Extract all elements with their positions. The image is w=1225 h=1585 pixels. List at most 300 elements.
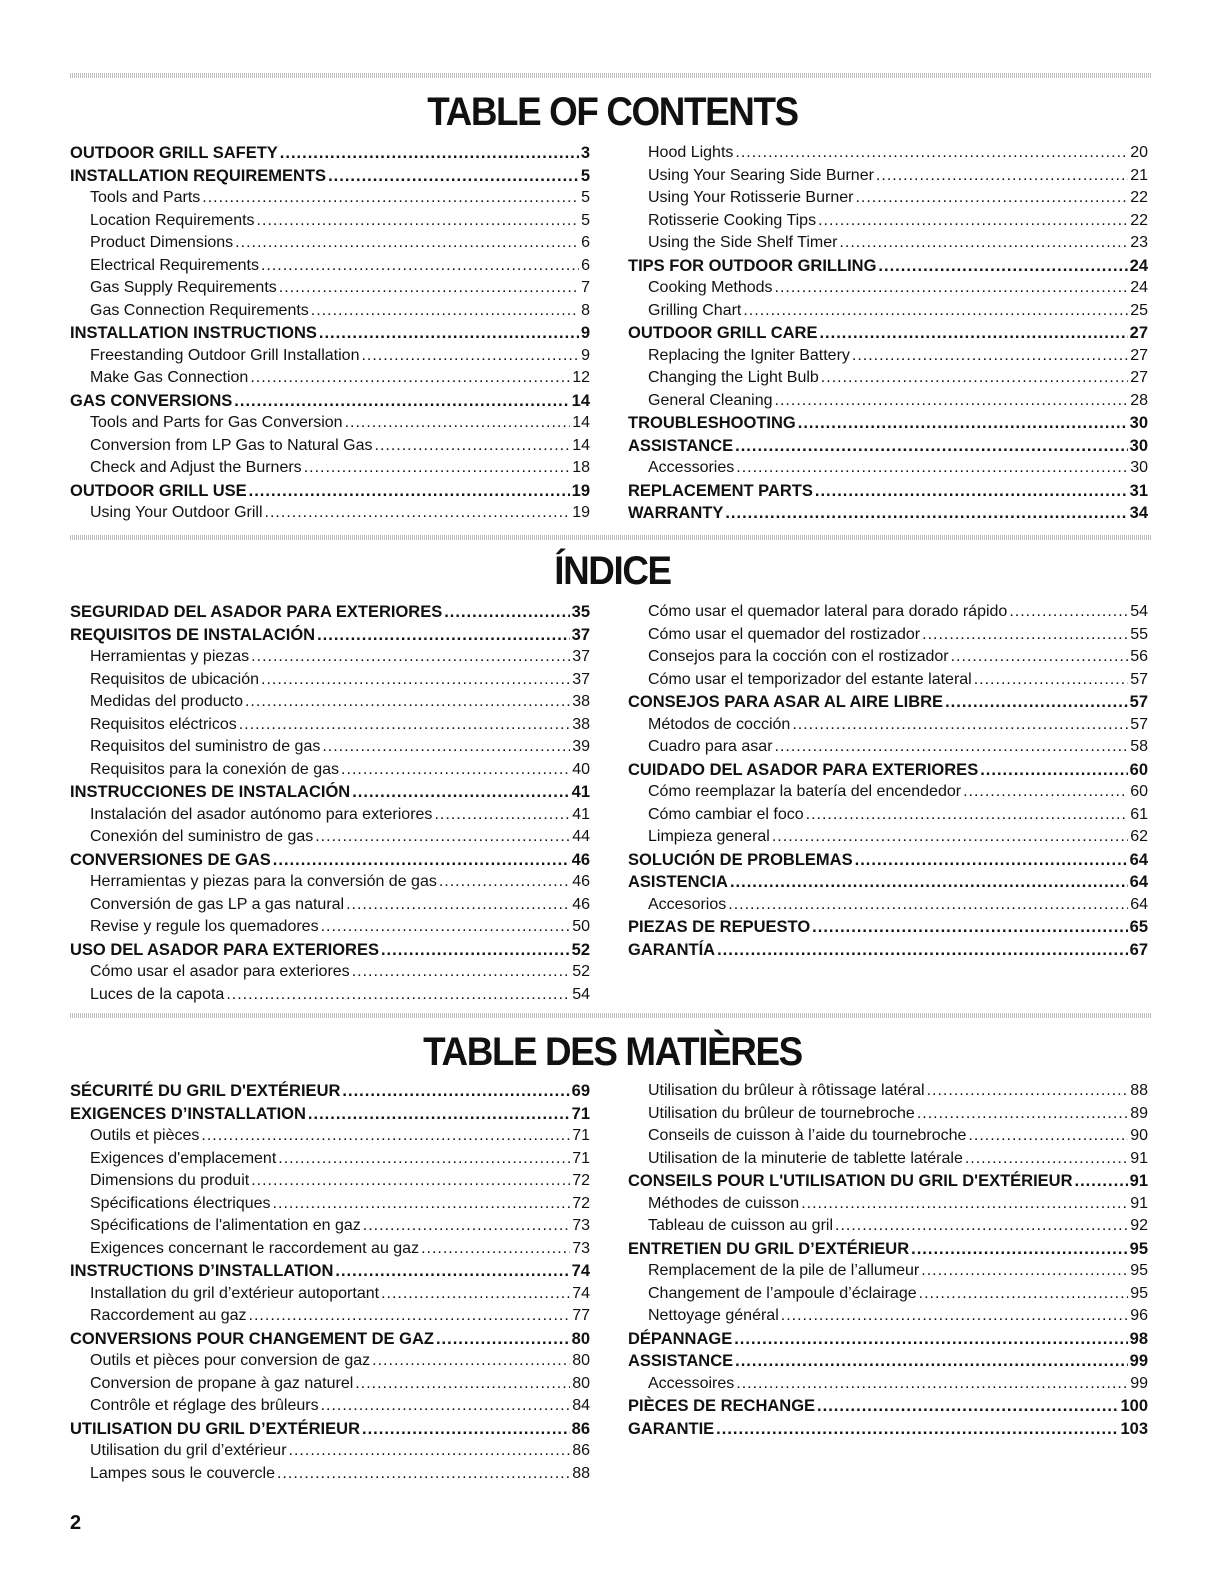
dot-leader (444, 601, 569, 619)
toc-entry-page: 37 (571, 625, 590, 644)
toc-entry-label: CONSEJOS PARA ASAR AL AIRE LIBRE (628, 693, 944, 711)
toc-entry-page: 74 (571, 1262, 590, 1280)
toc-heading-entry (70, 1260, 590, 1283)
dot-leader (945, 691, 1128, 709)
toc-subentry (70, 736, 590, 759)
dot-leader (308, 1103, 570, 1121)
toc-entry-label: Rotisserie Cooking Tips (648, 211, 817, 229)
dot-leader (1075, 1170, 1128, 1188)
dot-leader (304, 457, 571, 475)
toc-entry-label: Tableau de cuisson au gril (648, 1217, 834, 1234)
toc-entry-page: 91 (1130, 1149, 1148, 1167)
toc-subentry (70, 691, 590, 714)
toc-column-french-right (628, 1080, 1148, 1440)
toc-heading-entry (70, 480, 590, 503)
toc-entry-label: Lampes sous le couvercle (90, 1464, 275, 1482)
dot-leader (265, 502, 571, 520)
toc-heading-entry (628, 412, 1148, 435)
toc-entry-page: 69 (571, 1082, 590, 1100)
dot-leader (927, 1080, 1129, 1098)
toc-entry-page: 30 (1129, 436, 1148, 455)
toc-heading-entry (70, 601, 590, 624)
toc-entry-label: Using Your Outdoor Grill (90, 504, 263, 521)
toc-entry-label: WARRANTY (628, 504, 724, 522)
dot-leader (878, 255, 1127, 273)
toc-subentry (70, 367, 590, 390)
toc-entry-label: Cuadro para asar (648, 738, 773, 755)
dot-leader (235, 232, 579, 250)
toc-entry-page: 95 (1130, 1284, 1148, 1302)
dot-leader (835, 1215, 1128, 1233)
toc-subentry (70, 1238, 590, 1261)
toc-heading-entry (628, 916, 1148, 939)
toc-subentry (70, 1350, 590, 1373)
toc-subentry (70, 871, 590, 894)
dot-leader (201, 1125, 570, 1143)
dot-leader (734, 1328, 1127, 1346)
toc-entry-label: Requisitos del suministro de gas (90, 738, 321, 755)
toc-heading-entry (628, 255, 1148, 278)
toc-heading-entry (70, 781, 590, 804)
toc-entry-label: SOLUCIÓN DE PROBLEMAS (628, 850, 853, 869)
toc-heading-entry (628, 1328, 1148, 1351)
toc-entry-page: 91 (1129, 1172, 1148, 1190)
toc-subentry (628, 142, 1148, 165)
toc-heading-entry (70, 939, 590, 962)
dot-leader (781, 1305, 1128, 1323)
toc-entry-label: INSTRUCCIONES DE INSTALACIÓN (70, 783, 351, 801)
toc-column-english-right (628, 142, 1148, 525)
toc-entry-page: 61 (1130, 805, 1148, 823)
toc-subentry (628, 345, 1148, 368)
dot-leader (321, 1395, 571, 1413)
toc-entry-page: 86 (571, 1419, 590, 1438)
dot-leader (817, 1395, 1118, 1413)
toc-entry-page: 40 (572, 760, 590, 778)
toc-subentry (70, 894, 590, 917)
dot-leader (818, 210, 1128, 228)
dot-leader (257, 210, 580, 228)
toc-entry-page: 31 (1129, 481, 1148, 500)
toc-entry-label: Accessoires (648, 1374, 735, 1392)
dot-leader (775, 390, 1129, 408)
toc-entry-label: Check and Adjust the Burners (90, 459, 302, 476)
toc-entry-page: 19 (571, 481, 590, 500)
dot-leader (821, 367, 1128, 385)
toc-entry-page: 38 (572, 715, 590, 733)
dot-leader (345, 412, 571, 430)
toc-heading-entry (628, 939, 1148, 962)
toc-subentry (70, 1148, 590, 1171)
toc-entry-page: 22 (1130, 211, 1148, 229)
toc-entry-label: USO DEL ASADOR PARA EXTERIORES (70, 940, 379, 959)
toc-subentry (70, 984, 590, 1007)
toc-entry-label: ENTRETIEN DU GRIL D’EXTÉRIEUR (628, 1239, 910, 1258)
dot-leader (965, 1148, 1128, 1166)
toc-subentry (628, 804, 1148, 827)
dot-leader (375, 435, 571, 453)
divider-rule (70, 1013, 1152, 1018)
toc-entry-page: 8 (581, 301, 590, 319)
toc-entry-page: 71 (572, 1127, 590, 1144)
toc-entry-label: Exigences concernant le raccordement au gaz (90, 1239, 420, 1257)
toc-subentry (628, 232, 1148, 255)
toc-entry-label: Utilisation de la minuterie de tablette latérale (648, 1149, 963, 1167)
toc-subentry (628, 187, 1148, 210)
toc-subentry (70, 345, 590, 368)
toc-heading-entry (70, 1080, 590, 1103)
dot-leader (322, 736, 570, 754)
toc-subentry (70, 804, 590, 827)
toc-entry-page: 3 (580, 144, 590, 162)
toc-entry-label: Conversion from LP Gas to Natural Gas (90, 436, 373, 454)
toc-entry-label: Exigences d'emplacement (90, 1149, 277, 1167)
toc-heading-entry (70, 1418, 590, 1441)
toc-entry-label: Changement de l’ampoule d’éclairage (648, 1284, 917, 1302)
toc-entry-page: 99 (1130, 1374, 1148, 1392)
toc-entry-page: 100 (1120, 1397, 1148, 1415)
toc-heading-entry (628, 480, 1148, 503)
toc-entry-label: Remplacement de la pile de l’allumeur (648, 1262, 920, 1279)
toc-entry-label: Using the Side Shelf Timer (648, 234, 838, 251)
dot-leader (919, 1283, 1129, 1301)
toc-entry-page: 71 (571, 1104, 590, 1123)
toc-heading-entry (70, 849, 590, 872)
toc-heading-entry (70, 390, 590, 413)
toc-subentry (628, 669, 1148, 692)
toc-entry-label: EXIGENCES D’INSTALLATION (70, 1104, 306, 1123)
toc-entry-page: 30 (1129, 414, 1148, 432)
toc-entry-label: Herramientas y piezas (90, 648, 250, 665)
toc-entry-label: Using Your Searing Side Burner (648, 166, 874, 184)
toc-entry-page: 6 (581, 234, 590, 251)
toc-entry-page: 50 (572, 918, 590, 935)
dot-leader (289, 1440, 571, 1458)
dot-leader (328, 165, 579, 183)
toc-subentry (628, 781, 1148, 804)
toc-subentry (70, 412, 590, 435)
dot-leader (352, 781, 569, 799)
dot-leader (911, 1238, 1128, 1256)
toc-entry-label: Installation du gril d’extérieur autoportant (90, 1284, 380, 1302)
toc-subentry (628, 1148, 1148, 1171)
page-number: 2 (70, 1512, 82, 1534)
toc-entry-label: UTILISATION DU GRIL D’EXTÉRIEUR (70, 1419, 360, 1438)
toc-entry-label: Consejos para la cocción con el rostizador (648, 648, 949, 665)
toc-entry-page: 74 (572, 1284, 590, 1302)
toc-entry-page: 57 (1130, 670, 1148, 688)
dot-leader (735, 435, 1128, 453)
dot-leader (315, 826, 570, 844)
dot-leader (355, 1373, 570, 1391)
toc-entry-page: 60 (1130, 783, 1148, 800)
toc-heading-entry (628, 435, 1148, 458)
toc-entry-label: Conversion de propane à gaz naturel (90, 1374, 354, 1392)
toc-entry-page: 44 (572, 828, 590, 845)
toc-subentry (70, 187, 590, 210)
dot-leader (249, 1305, 571, 1323)
toc-heading-entry (628, 502, 1148, 525)
dot-leader (921, 1260, 1128, 1278)
toc-entry-label: Cómo usar el asador para exteriores (90, 963, 350, 980)
toc-entry-label: Electrical Requirements (90, 256, 259, 274)
toc-entry-label: Changing the Light Bulb (648, 369, 819, 386)
toc-entry-page: 72 (572, 1172, 590, 1189)
toc-entry-label: CONSEILS POUR L'UTILISATION DU GRIL D'EXTÉRIEUR (628, 1172, 1073, 1190)
dot-leader (278, 1148, 570, 1166)
toc-entry-page: 91 (1130, 1194, 1148, 1212)
dot-leader (346, 894, 570, 912)
dot-leader (736, 1373, 1128, 1391)
toc-entry-label: GARANTÍA (628, 940, 716, 959)
toc-subentry (70, 1215, 590, 1238)
toc-subentry (70, 277, 590, 300)
toc-entry-label: Gas Supply Requirements (90, 279, 277, 296)
toc-heading-entry (628, 1418, 1148, 1441)
dot-leader (202, 187, 579, 205)
toc-subentry (628, 165, 1148, 188)
dot-leader (730, 871, 1128, 889)
toc-entry-page: 98 (1129, 1329, 1148, 1348)
dot-leader (261, 255, 579, 273)
dot-leader (250, 367, 570, 385)
toc-subentry (628, 1125, 1148, 1148)
toc-heading-entry (628, 322, 1148, 345)
toc-entry-page: 46 (571, 850, 590, 869)
toc-entry-page: 73 (572, 1217, 590, 1234)
toc-heading-entry (628, 1170, 1148, 1193)
toc-entry-page: 92 (1130, 1217, 1148, 1234)
toc-entry-page: 37 (572, 648, 590, 665)
toc-entry-label: Requisitos eléctricos (90, 715, 237, 733)
toc-subentry (70, 457, 590, 480)
toc-entry-label: Accesorios (648, 895, 727, 913)
toc-heading-entry (70, 624, 590, 647)
toc-entry-page: 73 (572, 1239, 590, 1257)
toc-entry-label: Replacing the Igniter Battery (648, 346, 850, 364)
dot-leader (261, 669, 570, 687)
toc-subentry (628, 826, 1148, 849)
toc-entry-label: Medidas del producto (90, 693, 243, 710)
dot-leader (819, 322, 1127, 340)
toc-heading-entry (70, 322, 590, 345)
toc-subentry (70, 1440, 590, 1463)
toc-column-french-left (70, 1080, 590, 1485)
toc-subentry (70, 916, 590, 939)
toc-subentry (628, 1193, 1148, 1216)
dot-leader (922, 624, 1128, 642)
toc-entry-page: 6 (581, 256, 590, 274)
dot-leader (361, 345, 579, 363)
toc-entry-page: 41 (572, 805, 590, 823)
toc-entry-label: Requisitos para la conexión de gas (90, 760, 340, 778)
toc-entry-label: Freestanding Outdoor Grill Installation (90, 346, 360, 364)
dot-leader (876, 165, 1128, 183)
toc-entry-page: 56 (1130, 648, 1148, 665)
toc-entry-label: Raccordement au gaz (90, 1307, 247, 1324)
dot-leader (792, 714, 1128, 732)
toc-subentry (628, 1260, 1148, 1283)
toc-entry-label: Requisitos de ubicación (90, 670, 259, 688)
toc-subentry (70, 1373, 590, 1396)
dot-leader (806, 804, 1129, 822)
toc-entry-page: 46 (572, 873, 590, 890)
toc-entry-page: 55 (1130, 625, 1148, 643)
toc-heading-entry (628, 871, 1148, 894)
toc-entry-label: Tools and Parts for Gas Conversion (90, 414, 343, 431)
toc-entry-label: Cómo cambiar el foco (648, 805, 804, 823)
toc-subentry (628, 210, 1148, 233)
toc-subentry (628, 1103, 1148, 1126)
toc-entry-page: 9 (581, 346, 590, 364)
toc-entry-label: Revise y regule los quemadores (90, 918, 319, 935)
dot-leader (951, 646, 1129, 664)
toc-entry-page: 22 (1130, 189, 1148, 206)
toc-entry-page: 41 (571, 783, 590, 801)
toc-entry-page: 77 (572, 1307, 590, 1324)
toc-entry-page: 57 (1130, 715, 1148, 733)
toc-entry-label: OUTDOOR GRILL CARE (628, 324, 818, 342)
toc-subentry (70, 1463, 590, 1486)
toc-entry-page: 64 (1130, 895, 1148, 913)
toc-subentry (628, 367, 1148, 390)
dot-leader (963, 781, 1128, 799)
toc-entry-label: Conexión del suministro de gas (90, 828, 314, 845)
divider-rule (70, 73, 1152, 78)
toc-entry-label: Accessories (648, 459, 735, 476)
toc-entry-page: 20 (1130, 144, 1148, 161)
dot-leader (735, 142, 1128, 160)
dot-leader (855, 187, 1128, 205)
toc-subentry (628, 457, 1148, 480)
dot-leader (342, 1080, 569, 1098)
toc-entry-page: 99 (1129, 1352, 1148, 1370)
toc-entry-label: PIÈCES DE RECHANGE (628, 1397, 816, 1415)
dot-leader (335, 1260, 569, 1278)
toc-subentry (70, 1170, 590, 1193)
toc-entry-page: 46 (572, 895, 590, 913)
toc-entry-page: 95 (1129, 1239, 1148, 1258)
toc-entry-page: 24 (1129, 256, 1148, 275)
toc-entry-label: Méthodes de cuisson (648, 1194, 800, 1212)
toc-entry-page: 35 (571, 603, 590, 621)
toc-entry-page: 80 (572, 1352, 590, 1369)
toc-entry-label: REQUISITOS DE INSTALACIÓN (70, 625, 316, 644)
dot-leader (352, 961, 571, 979)
toc-entry-label: INSTRUCTIONS D’INSTALLATION (70, 1262, 334, 1280)
toc-heading-entry (628, 759, 1148, 782)
toc-entry-page: 60 (1129, 760, 1148, 779)
toc-subentry (70, 502, 590, 525)
toc-subentry (70, 714, 590, 737)
dot-leader (363, 1215, 570, 1233)
dot-leader (381, 939, 570, 957)
toc-entry-page: 84 (572, 1397, 590, 1414)
toc-entry-page: 14 (572, 436, 590, 454)
toc-entry-page: 86 (572, 1442, 590, 1459)
dot-leader (974, 669, 1128, 687)
toc-entry-page: 37 (572, 670, 590, 688)
toc-entry-page: 14 (571, 391, 590, 410)
toc-entry-page: 95 (1130, 1262, 1148, 1279)
toc-subentry (628, 1373, 1148, 1396)
toc-entry-page: 18 (572, 459, 590, 476)
dot-leader (249, 480, 570, 498)
toc-entry-label: Make Gas Connection (90, 369, 249, 386)
toc-column-spanish-left (70, 601, 590, 1006)
toc-entry-label: Using Your Rotisserie Burner (648, 189, 854, 206)
toc-entry-label: ASSISTANCE (628, 1352, 734, 1370)
toc-entry-label: TIPS FOR OUTDOOR GRILLING (628, 256, 877, 275)
dot-leader (311, 300, 579, 318)
toc-subentry (70, 1305, 590, 1328)
toc-entry-label: OUTDOOR GRILL USE (70, 481, 247, 500)
dot-leader (362, 1418, 570, 1436)
toc-subentry (628, 646, 1148, 669)
toc-entry-label: GARANTIE (628, 1419, 715, 1438)
toc-entry-label: Instalación del asador autónomo para exteriores (90, 805, 433, 823)
toc-entry-label: Location Requirements (90, 211, 255, 229)
toc-entry-page: 5 (581, 211, 590, 229)
dot-leader (717, 939, 1128, 957)
toc-subentry (70, 255, 590, 278)
toc-entry-label: Cómo usar el quemador del rostizador (648, 625, 921, 643)
toc-subentry (628, 624, 1148, 647)
dot-leader (372, 1350, 570, 1368)
toc-entry-page: 12 (572, 369, 590, 386)
dot-leader (273, 849, 570, 867)
toc-entry-page: 57 (1129, 693, 1148, 711)
toc-entry-label: CUIDADO DEL ASADOR PARA EXTERIORES (628, 760, 979, 779)
toc-subentry (70, 1125, 590, 1148)
toc-entry-page: 80 (571, 1329, 590, 1348)
toc-entry-label: Cómo reemplazar la batería del encendedor (648, 783, 962, 800)
toc-entry-page: 30 (1130, 459, 1148, 476)
toc-entry-page: 64 (1129, 873, 1148, 891)
toc-subentry (70, 435, 590, 458)
dot-leader (736, 457, 1128, 475)
dot-leader (251, 646, 570, 664)
toc-entry-page: 27 (1130, 346, 1148, 364)
dot-leader (381, 1283, 570, 1301)
toc-entry-page: 90 (1130, 1127, 1148, 1144)
toc-entry-page: 38 (572, 693, 590, 710)
toc-entry-label: ASSISTANCE (628, 436, 734, 455)
dot-leader (798, 412, 1128, 430)
toc-entry-label: Conversión de gas LP a gas natural (90, 895, 345, 913)
toc-entry-label: INSTALLATION REQUIREMENTS (70, 166, 327, 185)
toc-heading-entry (70, 1328, 590, 1351)
dot-leader (341, 759, 570, 777)
dot-leader (1009, 601, 1128, 619)
toc-heading-entry (628, 849, 1148, 872)
dot-leader (226, 984, 570, 1002)
dot-leader (321, 916, 571, 934)
toc-entry-page: 28 (1130, 391, 1148, 409)
dot-leader (273, 1193, 571, 1211)
toc-entry-label: SEGURIDAD DEL ASADOR PARA EXTERIORES (70, 603, 443, 621)
toc-entry-label: ASISTENCIA (628, 873, 728, 891)
toc-column-spanish-right (628, 601, 1148, 961)
toc-entry-label: INSTALLATION INSTRUCTIONS (70, 324, 317, 342)
toc-subentry (70, 300, 590, 323)
dot-leader (319, 322, 579, 340)
section-title-english: TABLE OF CONTENTS (427, 90, 798, 134)
divider-rule (70, 535, 1152, 540)
toc-subentry (70, 1283, 590, 1306)
toc-entry-page: 5 (580, 166, 590, 185)
dot-leader (436, 1328, 570, 1346)
